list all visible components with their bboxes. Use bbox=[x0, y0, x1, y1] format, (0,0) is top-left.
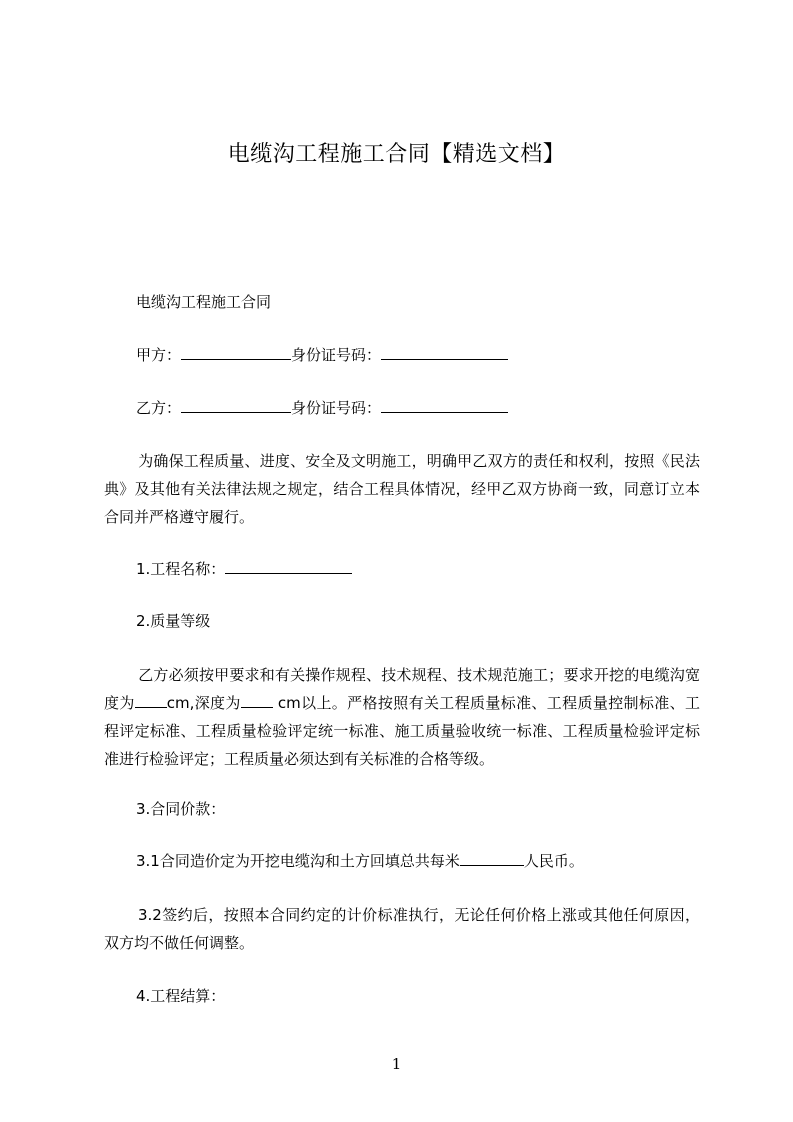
project-name-blank bbox=[225, 558, 352, 574]
section-4-heading: 4.工程结算： bbox=[136, 987, 226, 1005]
section-2-heading: 2.质量等级 bbox=[136, 612, 211, 630]
section-3-1-text-b: 人民币。 bbox=[523, 852, 584, 870]
party-a-id-blank bbox=[381, 344, 508, 360]
section-3-heading: 3.合同价款： bbox=[136, 800, 226, 818]
party-a-label: 甲方： bbox=[136, 346, 182, 364]
section-2-unit-1: cm,深度为 bbox=[166, 694, 241, 712]
section-2-text-b: cm以上。严格按照有关工程质量标准、工程质量控制标准、工程评定标准、工程质量检验评定统一标准、施工质量验收统一标准、工程质量检验评定标准进行检验评定；工程质量必须达到有关标准的合格等级。 bbox=[104, 694, 700, 768]
party-b-label: 乙方： bbox=[136, 399, 182, 417]
party-b-line bbox=[136, 397, 508, 419]
contract-subtitle: 电缆沟工程施工合同 bbox=[136, 293, 272, 311]
section-3-2-paragraph bbox=[104, 901, 700, 957]
section-3-2-text: 3.2签约后，按照本合同约定的计价标准执行，无论任何价格上涨或其他任何原因，双方均不做任何调整。 bbox=[104, 906, 700, 952]
party-a-line bbox=[136, 344, 508, 366]
party-b-id-blank bbox=[381, 397, 508, 413]
section-1-line bbox=[136, 558, 352, 580]
width-blank bbox=[135, 692, 167, 708]
page-number: 1 bbox=[391, 1055, 402, 1073]
section-3-1-line bbox=[136, 850, 584, 872]
intro-paragraph bbox=[104, 447, 700, 531]
section-2-paragraph bbox=[104, 661, 700, 773]
price-blank bbox=[460, 850, 524, 866]
section-2-text-a: 乙方必须按甲要求和有关操作规程、技术规程、技术规范施工；要求开挖的电缆沟宽度为 bbox=[104, 666, 700, 712]
party-a-id-label: 身份证号码： bbox=[291, 346, 382, 364]
section-3-1-text-a: 3.1合同造价定为开挖电缆沟和土方回填总共每米 bbox=[136, 852, 460, 870]
depth-blank bbox=[241, 692, 273, 708]
document-title: 电缆沟工程施工合同【精选文档】 bbox=[227, 142, 566, 167]
intro-text: 为确保工程质量、进度、安全及文明施工，明确甲乙双方的责任和权利，按照《民法典》及其他有关法律法规之规定，结合工程具体情况，经甲乙双方协商一致，同意订立本合同并严格遵守履行。 bbox=[104, 452, 700, 526]
party-a-name-blank bbox=[181, 344, 291, 360]
party-b-name-blank bbox=[181, 397, 291, 413]
party-b-id-label: 身份证号码： bbox=[291, 399, 382, 417]
section-1-label: 1.工程名称： bbox=[136, 560, 226, 578]
